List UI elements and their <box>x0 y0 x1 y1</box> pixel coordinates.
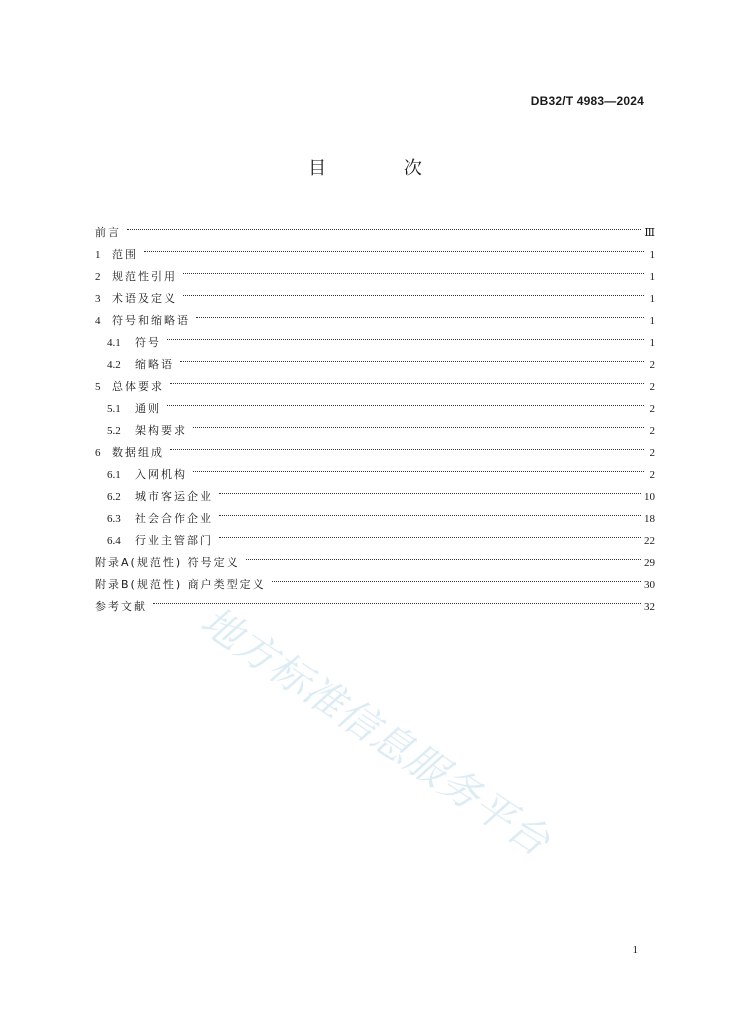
toc-dot-leader <box>183 258 644 280</box>
toc-entry-label: 缩略语 <box>135 358 174 371</box>
toc-entry-page: 30 <box>644 579 655 591</box>
toc-entry-label: 参考文献 <box>95 600 147 613</box>
toc-dot-leader <box>272 566 641 588</box>
document-code: DB32/T 4983—2024 <box>530 94 644 108</box>
toc-entry-label: 附录A(规范性) 符号定义 <box>95 556 240 569</box>
toc-entry-label: 架构要求 <box>135 424 187 437</box>
toc-entry-label: 范围 <box>112 248 138 261</box>
toc-entry-number: 6.1 <box>107 469 121 481</box>
toc-dot-leader <box>170 368 644 390</box>
toc-entry-page: 1 <box>649 315 655 327</box>
toc-entry-number: 5.1 <box>107 403 121 415</box>
page-number: 1 <box>632 944 638 956</box>
toc-dot-leader <box>144 236 644 258</box>
toc-entry-label: 社会合作企业 <box>135 512 213 525</box>
toc-entry-label: 规范性引用 <box>112 270 177 283</box>
toc-entry[interactable] <box>95 434 655 459</box>
toc-entry-number: 4.2 <box>107 359 121 371</box>
toc-entry-page: 1 <box>649 249 655 261</box>
toc-entry-page: 32 <box>644 601 655 613</box>
toc-entry[interactable] <box>95 456 655 481</box>
toc-entry-page: Ⅲ <box>644 227 655 239</box>
toc-entry-number: 4 <box>95 315 101 327</box>
toc-entry-label: 数据组成 <box>112 446 164 459</box>
toc-entry-number: 4.1 <box>107 337 121 349</box>
toc-entry-label: 术语及定义 <box>112 292 177 305</box>
toc-dot-leader <box>153 588 641 610</box>
toc-entry-page: 2 <box>649 447 655 459</box>
toc-dot-leader <box>219 500 641 522</box>
toc-entry-page: 10 <box>644 491 655 503</box>
toc-entry-label: 总体要求 <box>112 380 164 393</box>
toc-entry[interactable] <box>95 302 655 327</box>
toc-entry-page: 22 <box>644 535 655 547</box>
toc-entry[interactable] <box>95 324 655 349</box>
toc-entry-page: 2 <box>649 359 655 371</box>
toc-dot-leader <box>167 390 644 412</box>
toc-dot-leader <box>180 346 644 368</box>
toc-dot-leader <box>219 478 641 500</box>
toc-entry[interactable] <box>95 412 655 437</box>
toc-entry-label: 前言 <box>95 226 121 239</box>
toc-entry-label: 行业主管部门 <box>135 534 213 547</box>
toc-entry-label: 入网机构 <box>135 468 187 481</box>
toc-entry-number: 6.3 <box>107 513 121 525</box>
toc-entry-number: 6.4 <box>107 535 121 547</box>
toc-dot-leader <box>127 214 641 236</box>
toc-entry-page: 2 <box>649 403 655 415</box>
toc-entry[interactable] <box>95 214 655 239</box>
toc-entry[interactable] <box>95 390 655 415</box>
toc-entry-page: 2 <box>649 381 655 393</box>
toc-entry[interactable] <box>95 280 655 305</box>
toc-dot-leader <box>196 302 644 324</box>
toc-entry-number: 6.2 <box>107 491 121 503</box>
toc-entry-number: 3 <box>95 293 101 305</box>
toc-dot-leader <box>193 412 644 434</box>
toc-entry-page: 1 <box>649 293 655 305</box>
toc-entry-number: 2 <box>95 271 101 283</box>
table-of-contents <box>95 214 655 613</box>
toc-entry-page: 1 <box>649 337 655 349</box>
toc-dot-leader <box>219 522 641 544</box>
toc-entry-page: 29 <box>644 557 655 569</box>
toc-entry-page: 1 <box>649 271 655 283</box>
toc-entry[interactable] <box>95 236 655 261</box>
toc-entry[interactable] <box>95 346 655 371</box>
toc-entry[interactable] <box>95 368 655 393</box>
toc-title: 目 次 <box>308 158 458 179</box>
toc-entry-label: 符号 <box>135 336 161 349</box>
toc-entry-page: 18 <box>644 513 655 525</box>
toc-dot-leader <box>167 324 644 346</box>
toc-entry-label: 通则 <box>135 402 161 415</box>
toc-entry-label: 符号和缩略语 <box>112 314 190 327</box>
toc-entry-number: 6 <box>95 447 101 459</box>
toc-dot-leader <box>170 434 644 456</box>
toc-entry[interactable] <box>95 588 655 613</box>
toc-entry[interactable] <box>95 258 655 283</box>
toc-dot-leader <box>183 280 644 302</box>
toc-entry-number: 5 <box>95 381 101 393</box>
toc-dot-leader <box>193 456 644 478</box>
toc-entry-page: 2 <box>649 469 655 481</box>
toc-entry-page: 2 <box>649 425 655 437</box>
toc-entry-label: 附录B(规范性) 商户类型定义 <box>95 578 266 591</box>
toc-dot-leader <box>246 544 641 566</box>
toc-entry-label: 城市客运企业 <box>135 490 213 503</box>
toc-entry-number: 1 <box>95 249 101 261</box>
toc-entry-number: 5.2 <box>107 425 121 437</box>
watermark-text: 地方标准信息服务平台 <box>192 598 559 866</box>
